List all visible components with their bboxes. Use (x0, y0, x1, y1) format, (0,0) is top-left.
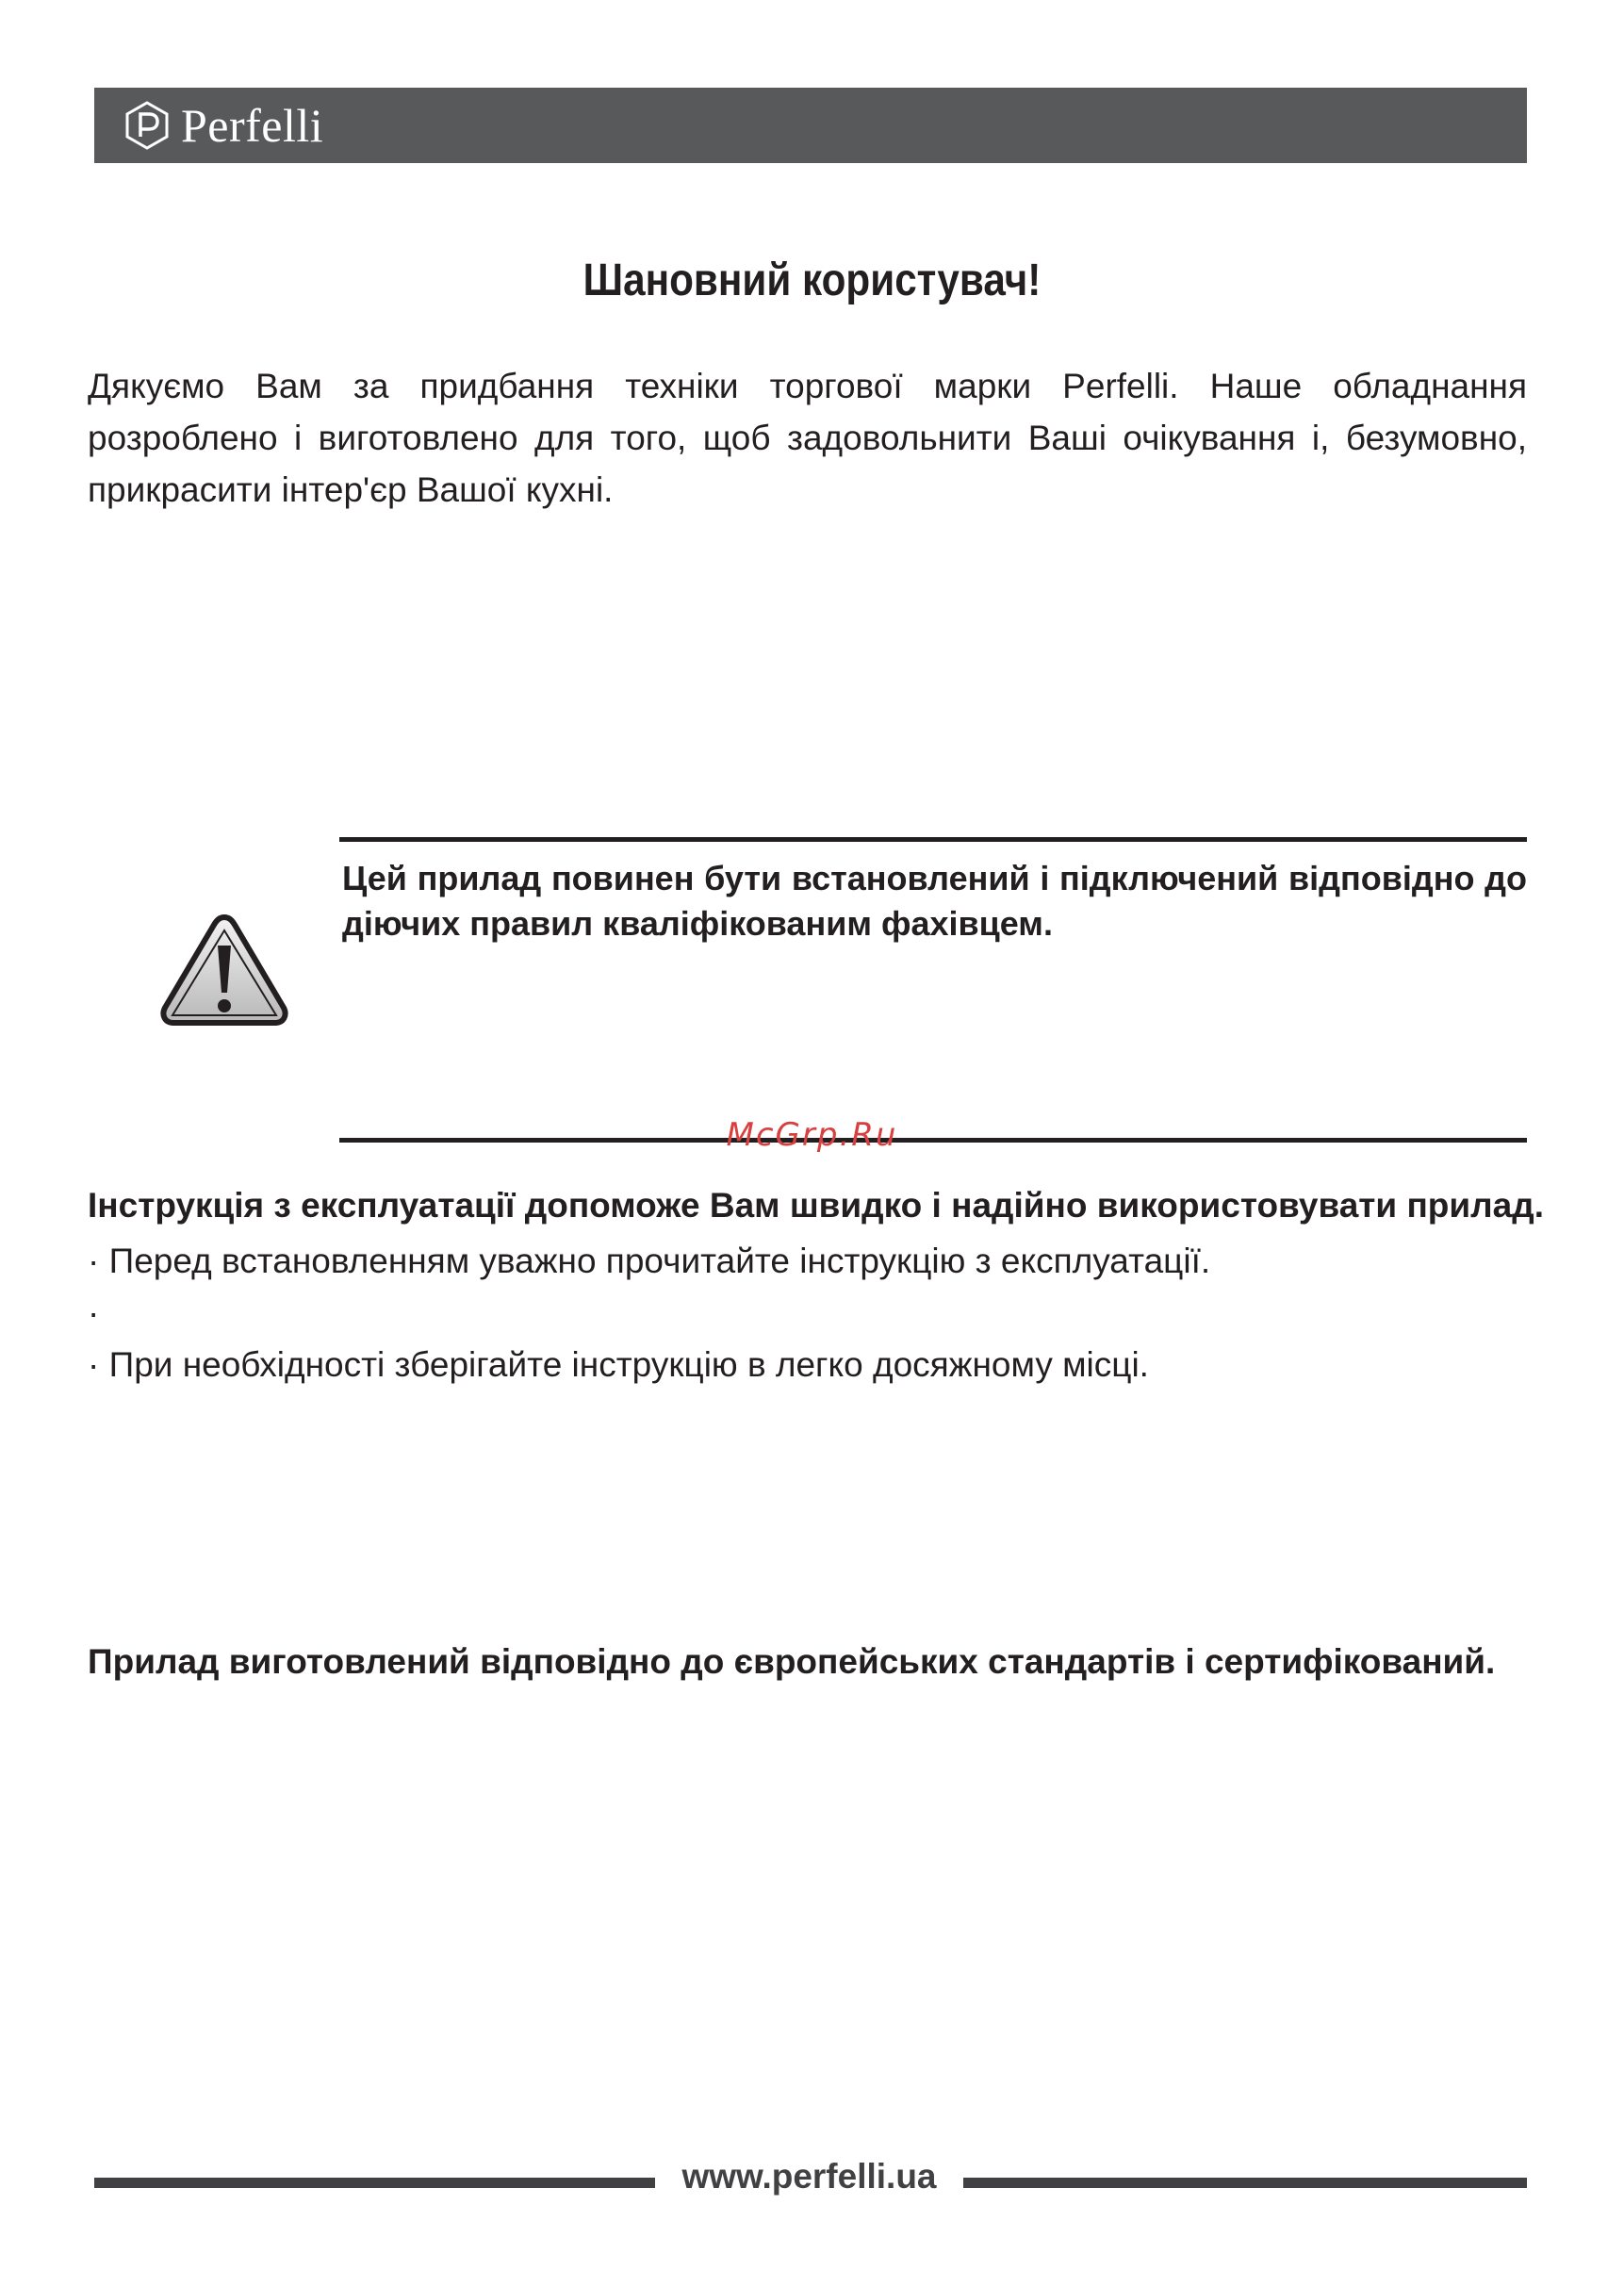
warning-top-rule (339, 837, 1527, 842)
instructions-list (88, 1235, 1210, 1390)
perfelli-p-logo-icon (123, 101, 172, 150)
list-item: · Перед встановленням уважно прочитайте інструкцію з експлуатації. (88, 1242, 1211, 1280)
brand-logo (123, 98, 323, 153)
page-title: Шановний користувач! (582, 255, 1042, 305)
header-bar (94, 88, 1527, 163)
footer-rule-right (963, 2178, 1527, 2188)
brand-name: Perfelli (181, 99, 324, 152)
list-item: · При необхідності зберігайте інструкцію в легко досяжному місці. (88, 1345, 1149, 1384)
warning-text: Цей прилад повинен бути встановлений і підключений відповідно до діючих правил кваліфікованим фахівцем. (342, 859, 1527, 943)
warning-triangle-icon (157, 910, 291, 1030)
certification-statement: Прилад виготовлений відповідно до європейських стандартів і сертифікований. (88, 1642, 1496, 1681)
intro-paragraph: Дякуємо Вам за придбання техніки торгової марки Perfelli. Наше обладнання розроблено і виготовлено для того, щоб задовольнити Ваші очікування і, безумовно, прикрасити інтер'єр Вашої кухні. (88, 367, 1527, 509)
list-item: · (88, 1293, 100, 1332)
instructions-heading: Інструкція з експлуатації допоможе Вам швидко і надійно використовувати прилад. (88, 1186, 1544, 1225)
footer-rule-left (94, 2178, 655, 2188)
watermark: McGrp.Ru (726, 1116, 898, 1154)
footer-website-link[interactable]: www.perfelli.ua (681, 2157, 937, 2196)
